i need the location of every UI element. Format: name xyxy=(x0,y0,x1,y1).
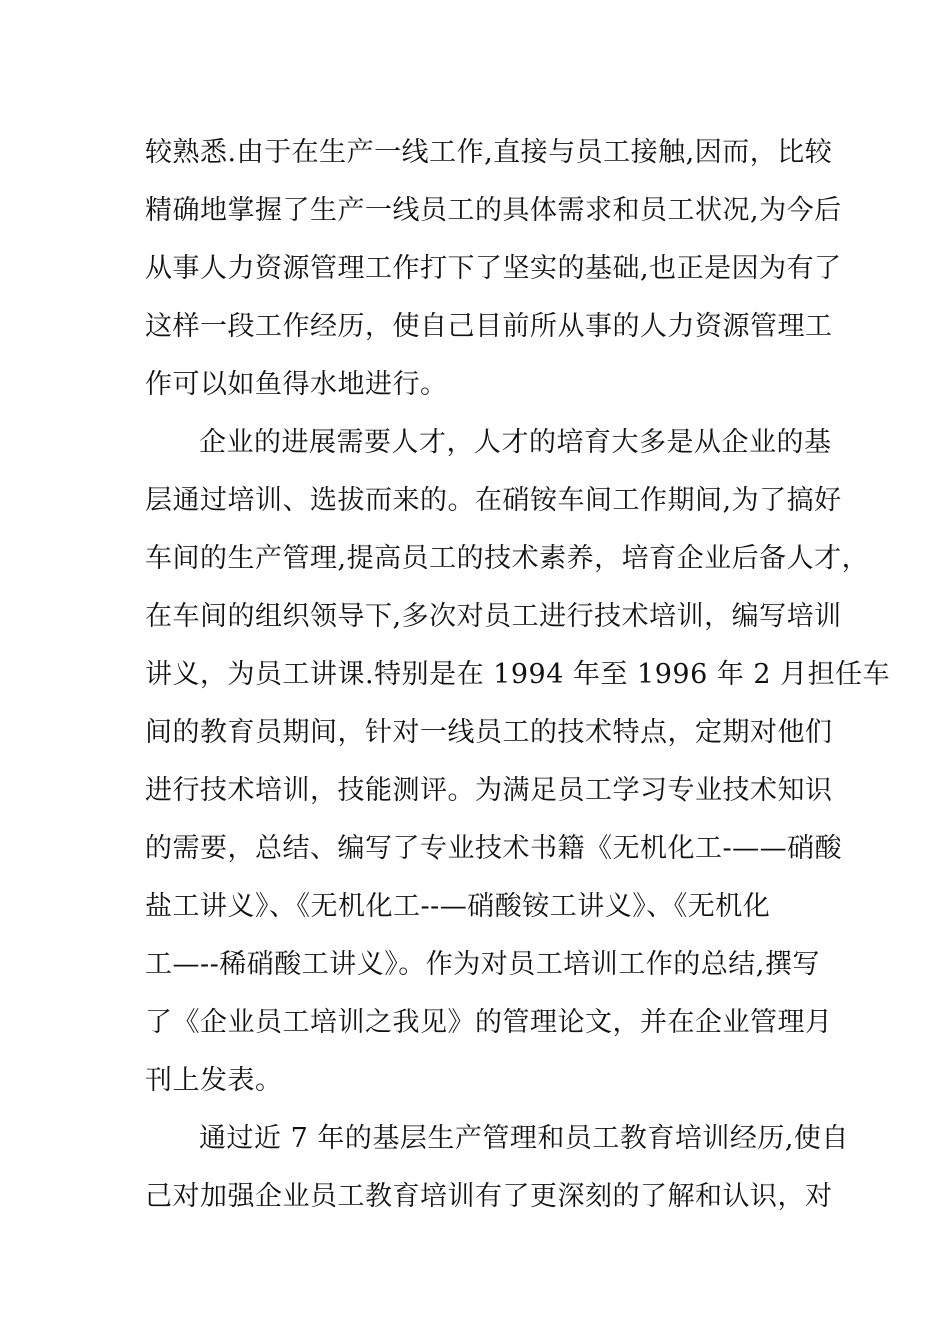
text-line: 己对加强企业员工教育培训有了更深刻的了解和认识，对 xyxy=(145,1181,833,1212)
text-line: 了《企业员工培训之我见》的管理论文，并在企业管理月 xyxy=(145,1007,833,1038)
text-line: 工—--稀硝酸工讲义》。作为对员工培训工作的总结,撰写 xyxy=(145,949,820,980)
text-line: 从事人力资源管理工作打下了坚实的基础,也正是因为有了 xyxy=(145,253,842,284)
text-line: 作可以如鱼得水地进行。 xyxy=(145,369,448,400)
text-line: 间的教育员期间，针对一线员工的技术特点，定期对他们 xyxy=(145,717,833,748)
text-line: 这样一段工作经历，使自己目前所从事的人力资源管理工 xyxy=(145,311,833,342)
text-line: 车间的生产管理,提高员工的技术素养，培育企业后备人才， xyxy=(145,543,870,574)
paragraph-first-line: 企业的进展需要人才，人才的培育大多是从企业的基 xyxy=(199,427,832,458)
text-line: 在车间的组织领导下,多次对员工进行技术培训，编写培训 xyxy=(145,601,842,632)
text-line: 进行技术培训，技能测评。为满足员工学习专业技术知识 xyxy=(145,775,833,806)
text-line: 盐工讲义》、《无机化工--—硝酸铵工讲义》、《无机化 xyxy=(145,891,771,922)
text-line: 刊上发表。 xyxy=(145,1065,283,1096)
text-line: 讲义，为员工讲课.特别是在 1994 年至 1996 年 2 月担任车 xyxy=(145,659,891,690)
text-line: 精确地掌握了生产一线员工的具体需求和员工状况,为今后 xyxy=(145,195,842,226)
text-line: 较熟悉.由于在生产一线工作,直接与员工接触,因而，比较 xyxy=(145,137,833,168)
text-line: 的需要，总结、编写了专业技术书籍《无机化工-——硝酸 xyxy=(145,833,843,864)
text-line: 层通过培训、选拔而来的。在硝铵车间工作期间,为了搞好 xyxy=(145,485,842,516)
paragraph-first-line: 通过近 7 年的基层生产管理和员工教育培训经历,使自 xyxy=(199,1123,849,1154)
